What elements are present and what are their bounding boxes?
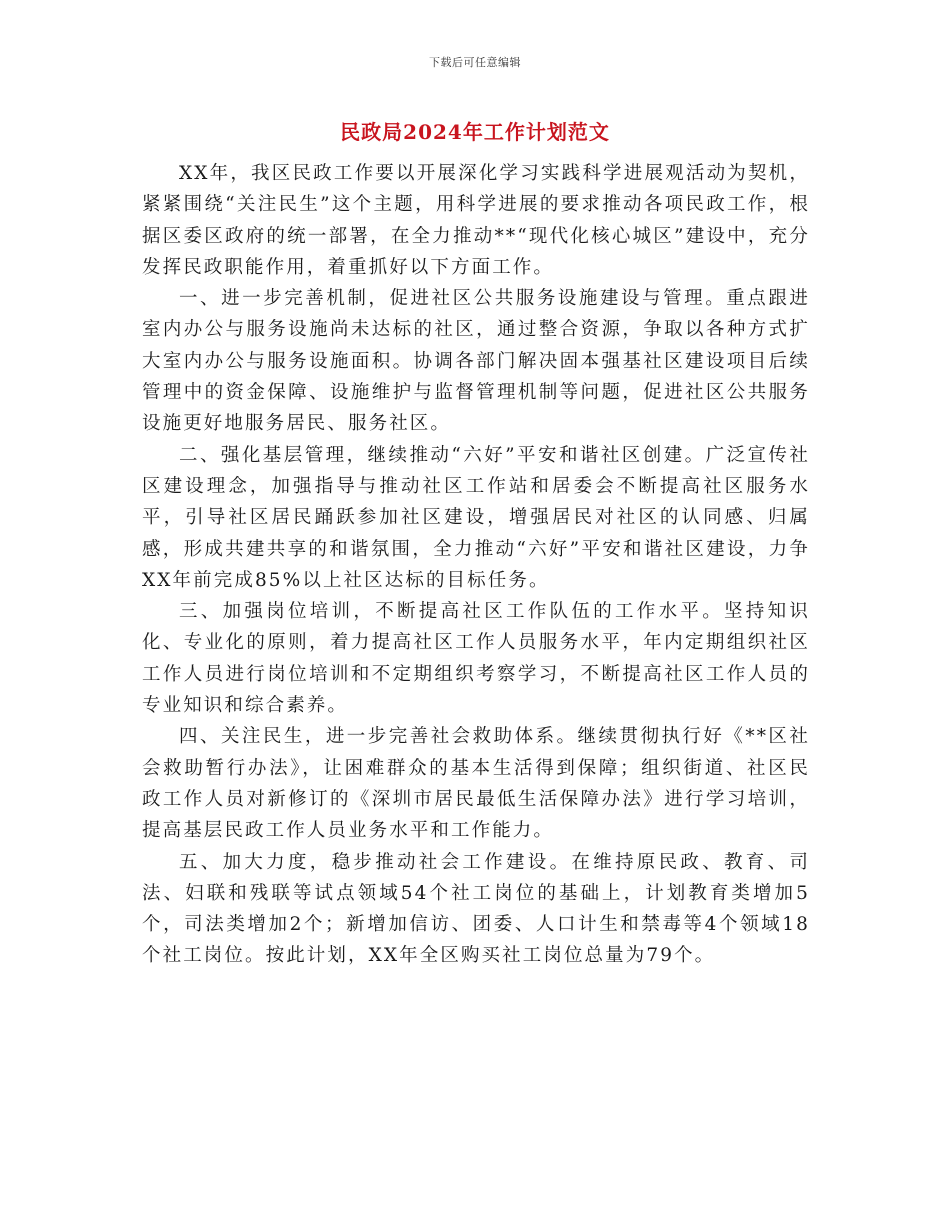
paragraph-intro: XX年，我区民政工作要以开展深化学习实践科学进展观活动为契机，紧紧围绕“关注民生”这个主题，用科学进展的要求推动各项民政工作，根据区委区政府的统一部署，在全力推动**“现代化核心城区”建设中，充分发挥民政职能作用，着重抓好以下方面工作。	[142, 163, 810, 278]
paragraph-section-3: 三、加强岗位培训，不断提高社区工作队伍的工作水平。坚持知识化、专业化的原则，着力提高社区工作人员服务水平，年内定期组织社区工作人员进行岗位培训和不定期组织考察学习，不断提高社区工作人员的专业知识和综合素养。	[142, 601, 810, 717]
paragraph-section-1: 一、进一步完善机制，促进社区公共服务设施建设与管理。重点跟进室内办公与服务设施尚未达标的社区，通过整合资源，争取以各种方式扩大室内办公与服务设施面积。协调各部门解决固本强基社区建设项目后续管理中的资金保障、设施维护与监督管理机制等问题，促进社区公共服务设施更好地服务居民、服务社区。	[142, 288, 810, 435]
paragraph-section-5: 五、加大力度，稳步推动社会工作建设。在维持原民政、教育、司法、妇联和残联等试点领域54个社工岗位的基础上，计划教育类增加5个，司法类增加2个；新增加信访、团委、人口计生和禁毒等4个领域18个社工岗位。按此计划，XX年全区购买社工岗位总量为79个。	[142, 851, 810, 967]
document-body	[142, 158, 810, 972]
document-title: 民政局2024年工作计划范文	[340, 120, 610, 144]
header-note: 下载后可任意编辑	[429, 56, 521, 69]
paragraph-section-4: 四、关注民生，进一步完善社会救助体系。继续贯彻执行好《**区社会救助暂行办法》，让困难群众的基本生活得到保障；组织街道、社区民政工作人员对新修订的《深圳市居民最低生活保障办法》进行学习培训，提高基层民政工作人员业务水平和工作能力。	[142, 726, 810, 842]
paragraph-section-2: 二、强化基层管理，继续推动“六好”平安和谐社区创建。广泛宣传社区建设理念，加强指导与推动社区工作站和居委会不断提高社区服务水平，引导社区居民踊跃参加社区建设，增强居民对社区的认同感、归属感，形成共建共享的和谐氛围，全力推动“六好”平安和谐社区建设，力争XX年前完成85%以上社区达标的目标任务。	[142, 444, 810, 591]
